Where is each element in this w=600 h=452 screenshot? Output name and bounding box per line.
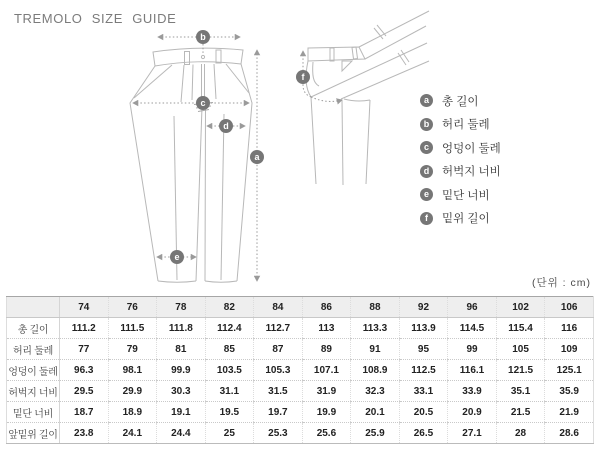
svg-text:c: c (200, 98, 206, 109)
measurement-cell: 19.1 (157, 402, 206, 423)
measurement-cell: 113.3 (351, 318, 400, 339)
measurement-cell: 24.4 (157, 423, 206, 444)
measurement-row-label: 허리 둘레 (7, 339, 60, 360)
measurement-lines (133, 37, 342, 281)
table-row (7, 360, 594, 381)
measurement-cell: 98.1 (108, 360, 157, 381)
measurement-row-label: 엉덩이 둘레 (7, 360, 60, 381)
measurement-cell: 20.1 (351, 402, 400, 423)
table-row (7, 381, 594, 402)
measurement-cell: 18.9 (108, 402, 157, 423)
measurement-cell: 116 (545, 318, 594, 339)
legend-item (420, 212, 501, 225)
measurement-cell: 29.5 (60, 381, 109, 402)
measurement-cell: 25.3 (254, 423, 303, 444)
measurement-cell: 23.8 (60, 423, 109, 444)
size-column-header: 84 (254, 297, 303, 318)
svg-text:f: f (301, 72, 305, 83)
size-table (6, 296, 594, 444)
table-row (7, 423, 594, 444)
measurement-cell: 81 (157, 339, 206, 360)
legend-item-label: 밑단 너비 (442, 189, 490, 202)
measurement-cell: 25 (205, 423, 254, 444)
legend-item (420, 94, 501, 107)
measurement-cell: 35.1 (496, 381, 545, 402)
measurement-cell: 25.6 (302, 423, 351, 444)
measurement-cell: 79 (108, 339, 157, 360)
size-column-header: 82 (205, 297, 254, 318)
measurement-cell: 21.5 (496, 402, 545, 423)
measurement-cell: 26.5 (399, 423, 448, 444)
measurement-cell: 111.5 (108, 318, 157, 339)
legend-item (420, 141, 501, 154)
legend-key-badge: e (420, 188, 433, 201)
measurement-cell: 113.9 (399, 318, 448, 339)
measurement-cell: 95 (399, 339, 448, 360)
legend-key-badge: a (420, 94, 433, 107)
measurement-cell: 96.3 (60, 360, 109, 381)
measurement-cell: 99.9 (157, 360, 206, 381)
unit-note: (단위 : cm) (531, 277, 591, 289)
legend-item-label: 허벅지 너비 (442, 166, 501, 178)
measurement-cell: 24.1 (108, 423, 157, 444)
measurement-cell: 20.9 (448, 402, 497, 423)
measurement-cell: 28 (496, 423, 545, 444)
measurement-cell: 21.9 (545, 402, 594, 423)
size-column-header: 86 (302, 297, 351, 318)
measurement-cell: 107.1 (302, 360, 351, 381)
measurement-cell: 77 (60, 339, 109, 360)
measurement-cell: 28.6 (545, 423, 594, 444)
measurement-cell: 121.5 (496, 360, 545, 381)
measurement-row-label: 앞밑위 길이 (7, 423, 60, 444)
measurement-cell: 111.8 (157, 318, 206, 339)
measurement-cell: 31.1 (205, 381, 254, 402)
measurement-row-label: 밑단 너비 (7, 402, 60, 423)
legend-key-badge: d (420, 165, 433, 178)
measurement-cell: 103.5 (205, 360, 254, 381)
measurement-cell: 18.7 (60, 402, 109, 423)
measurement-cell: 30.3 (157, 381, 206, 402)
measurement-cell: 87 (254, 339, 303, 360)
measurement-cell: 125.1 (545, 360, 594, 381)
measurement-cell: 116.1 (448, 360, 497, 381)
measurement-cell: 32.3 (351, 381, 400, 402)
measurement-row-label: 총 길이 (7, 318, 60, 339)
legend-item-label: 허리 둘레 (442, 119, 490, 131)
measurement-cell: 108.9 (351, 360, 400, 381)
measurement-cell: 112.5 (399, 360, 448, 381)
svg-text:e: e (174, 252, 180, 263)
legend-item (420, 188, 501, 201)
measurement-cell: 27.1 (448, 423, 497, 444)
measurement-cell: 35.9 (545, 381, 594, 402)
marker-c-hip (196, 96, 210, 110)
size-column-header: 96 (448, 297, 497, 318)
measurement-cell: 115.4 (496, 318, 545, 339)
table-row (7, 402, 594, 423)
svg-text:d: d (223, 121, 229, 132)
size-column-header: 78 (157, 297, 206, 318)
measurement-cell: 112.7 (254, 318, 303, 339)
legend-item-label: 총 길이 (442, 95, 479, 108)
side-view-pants-drawing (306, 11, 429, 185)
marker-f-rise (296, 70, 310, 84)
measurement-cell: 85 (205, 339, 254, 360)
measurement-cell: 99 (448, 339, 497, 360)
size-column-header: 92 (399, 297, 448, 318)
measurement-cell: 25.9 (351, 423, 400, 444)
marker-e-hem (170, 250, 184, 264)
legend-item-label: 밑위 길이 (442, 213, 490, 225)
front-view-pants-drawing (130, 48, 252, 282)
measurement-cell: 114.5 (448, 318, 497, 339)
measurement-cell: 31.9 (302, 381, 351, 402)
measurement-cell: 20.5 (399, 402, 448, 423)
measurement-cell: 105 (496, 339, 545, 360)
legend-key-badge: f (420, 212, 433, 225)
measurement-cell: 111.2 (60, 318, 109, 339)
size-column-header: 102 (496, 297, 545, 318)
measurement-cell: 33.9 (448, 381, 497, 402)
table-row (7, 339, 594, 360)
measurement-cell: 105.3 (254, 360, 303, 381)
svg-text:a: a (254, 152, 260, 163)
measurement-cell: 112.4 (205, 318, 254, 339)
measurement-cell: 109 (545, 339, 594, 360)
measurement-cell: 113 (302, 318, 351, 339)
measurement-cell: 91 (351, 339, 400, 360)
measurement-cell: 19.7 (254, 402, 303, 423)
measurement-cell: 33.1 (399, 381, 448, 402)
size-column-header: 88 (351, 297, 400, 318)
size-column-header: 76 (108, 297, 157, 318)
measurement-cell: 19.9 (302, 402, 351, 423)
measurement-cell: 89 (302, 339, 351, 360)
size-column-header: 106 (545, 297, 594, 318)
legend-item-label: 엉덩이 둘레 (442, 142, 501, 155)
measurement-cell: 29.9 (108, 381, 157, 402)
svg-text:b: b (200, 32, 206, 43)
page-title: TREMOLO SIZE GUIDE (14, 11, 177, 26)
legend-key-badge: c (420, 141, 433, 154)
size-table-corner-cell (7, 297, 60, 318)
size-column-header: 74 (60, 297, 109, 318)
measurement-cell: 31.5 (254, 381, 303, 402)
marker-b-waist (196, 30, 210, 44)
marker-d-thigh (219, 119, 233, 133)
measurement-legend (420, 94, 501, 235)
marker-a-total-length (250, 150, 264, 164)
measurement-cell: 19.5 (205, 402, 254, 423)
table-row (7, 318, 594, 339)
legend-key-badge: b (420, 118, 433, 131)
legend-item (420, 165, 501, 178)
measurement-row-label: 허벅지 너비 (7, 381, 60, 402)
legend-item (420, 118, 501, 131)
